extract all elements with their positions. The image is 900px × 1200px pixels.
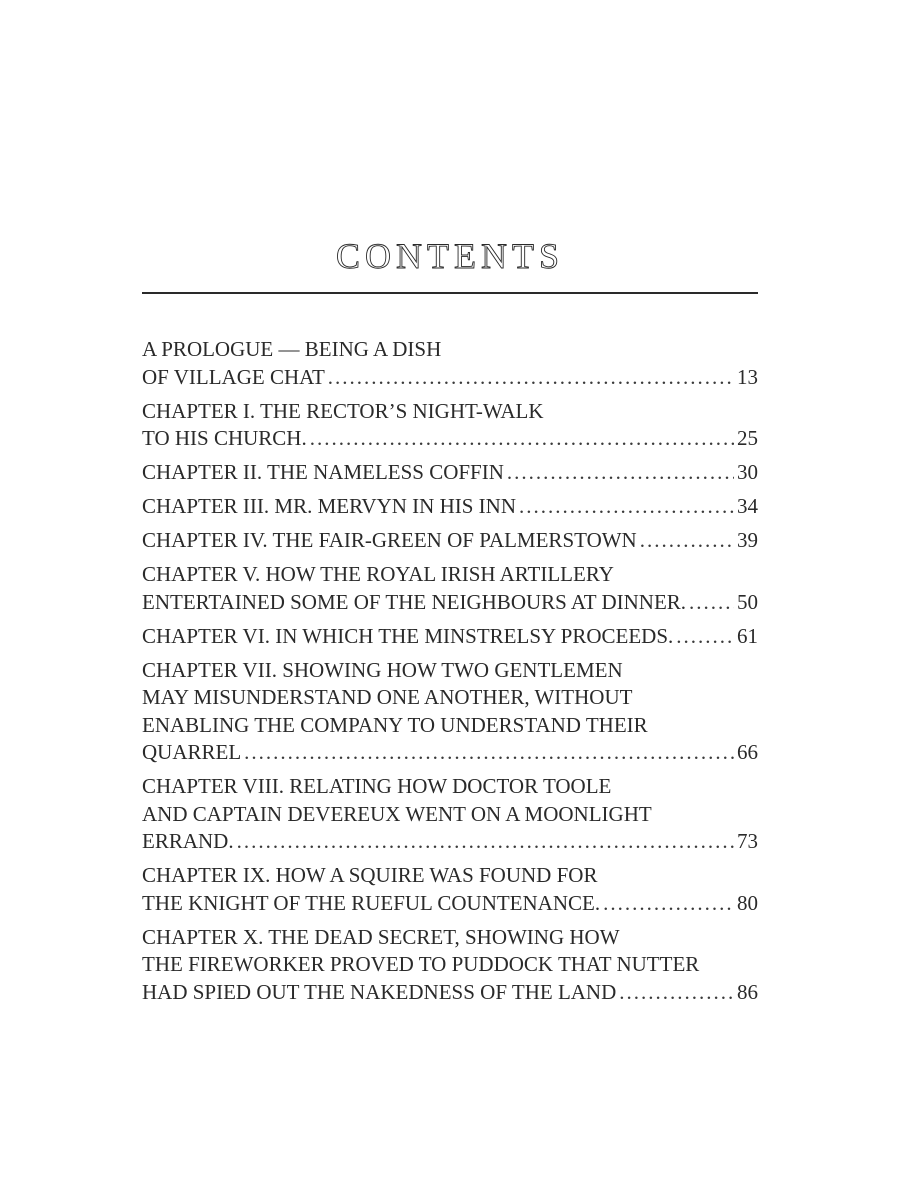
dot-leader [519,493,734,521]
dot-leader [603,890,734,918]
dot-leader [237,828,734,856]
dot-leader [507,459,734,487]
toc-page-number: 66 [737,740,758,764]
toc-entry-title-line: CHAPTER I. THE RECTOR’S NIGHT-WALK [142,398,544,423]
toc-entry-title-line: THE FIREWORKER PROVED TO PUDDOCK THAT NUTTER [142,952,700,976]
toc-page-number: 86 [737,979,758,1004]
toc-entry-title-line: THE KNIGHT OF THE RUEFUL COUNTENANCE. [142,890,601,915]
toc-entry-title-line: AND CAPTAIN DEVEREUX WENT ON A MOONLIGHT [142,801,652,826]
toc-page-number: 80 [737,890,758,915]
dot-leader [328,364,734,392]
toc-entry-final-line [142,979,758,1007]
toc-entry-title-line: QUARREL [142,740,242,764]
toc-page-number: 73 [737,829,758,853]
toc-page-number: 50 [737,589,758,614]
toc-entry-title-line: CHAPTER VI. IN WHICH THE MINSTRELSY PROCEEDS. [142,623,674,648]
toc-page-number: 30 [737,460,758,484]
toc-entry-final-line [142,890,758,918]
title-divider [142,292,758,294]
toc-entry-title-line: CHAPTER VII. SHOWING HOW TWO GENTLEMEN [142,657,623,682]
toc-entry[interactable] [142,459,758,487]
toc-page-number: 13 [737,364,758,389]
toc-entry-title-line: CHAPTER IV. THE FAIR-GREEN OF PALMERSTOWN [142,528,637,552]
toc-entry-title-line: TO HIS CHURCH. [142,426,307,450]
toc-entry-title-line: OF VILLAGE CHAT [142,364,325,389]
toc-entry-final-line [142,739,758,767]
toc-entry-title-line: HAD SPIED OUT THE NAKEDNESS OF THE LAND [142,979,617,1004]
dot-leader [244,739,734,767]
toc-entry-final-line [142,459,758,487]
toc-entry[interactable] [142,493,758,521]
toc-entry[interactable] [142,773,758,856]
toc-entry-title-line: A PROLOGUE — BEING A DISH [142,337,442,361]
toc-page-number: 39 [737,528,758,552]
dot-leader [689,589,734,617]
dot-leader [640,527,734,555]
toc-entry-title-line: ERRAND. [142,829,234,853]
toc-entry-final-line [142,425,758,453]
toc-entry[interactable] [142,657,758,767]
page-title: CONTENTS [336,236,564,277]
toc-entry-title-line: CHAPTER IX. HOW A SQUIRE WAS FOUND FOR [142,863,598,887]
toc-entry-final-line [142,589,758,617]
toc-entry-title-line: ENABLING THE COMPANY TO UNDERSTAND THEIR [142,712,648,737]
toc-entry[interactable] [142,561,758,616]
toc-entry-final-line [142,828,758,856]
toc-entry[interactable] [142,336,758,391]
toc-entry-final-line [142,527,758,555]
toc-entry-title-line: CHAPTER VIII. RELATING HOW DOCTOR TOOLE [142,774,612,798]
toc-page-number: 61 [737,623,758,648]
toc-entry-title-line: CHAPTER V. HOW THE ROYAL IRISH ARTILLERY [142,562,614,586]
toc-entry-final-line [142,623,758,651]
toc-entry[interactable] [142,398,758,453]
toc-entry-title-line: CHAPTER II. THE NAMELESS COFFIN [142,460,504,484]
toc-entry[interactable] [142,623,758,651]
toc-entry-title-line: ENTERTAINED SOME OF THE NEIGHBOURS AT DINNER. [142,589,687,614]
dot-leader [619,979,734,1007]
dot-leader [310,425,734,453]
toc-entry-title-line: CHAPTER X. THE DEAD SECRET, SHOWING HOW [142,924,620,949]
toc-entry-title-line: CHAPTER III. MR. MERVYN IN HIS INN [142,494,516,518]
toc-entry[interactable] [142,924,758,1007]
table-of-contents [142,336,758,1013]
toc-entry[interactable] [142,527,758,555]
toc-page-number: 34 [737,494,758,518]
toc-entry-final-line [142,364,758,392]
toc-entry[interactable] [142,862,758,917]
toc-page-number: 25 [737,426,758,450]
toc-entry-title-line: MAY MISUNDERSTAND ONE ANOTHER, WITHOUT [142,685,633,709]
toc-entry-final-line [142,493,758,521]
dot-leader [676,623,734,651]
